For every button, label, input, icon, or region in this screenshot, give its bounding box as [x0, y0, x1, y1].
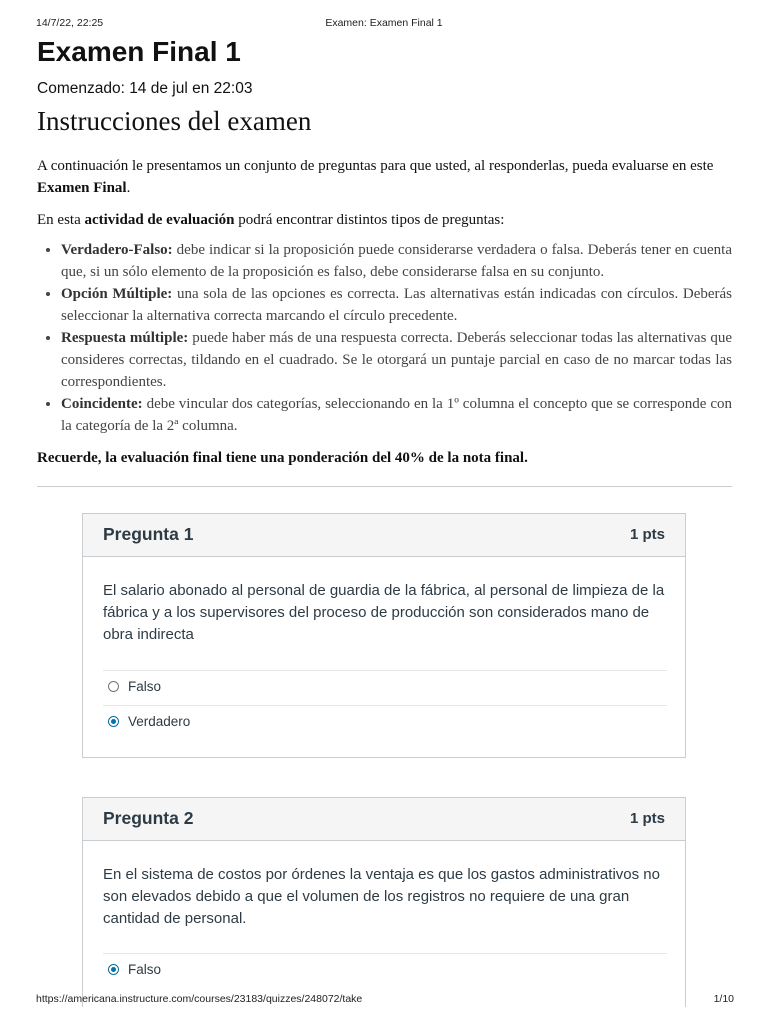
question-title: Pregunta 2: [103, 808, 194, 828]
list-item: • Verdadero-Falso: debe indicar si la proposición puede considerarse verdadera o falsa. Deberás tener en cuenta que, si un sólo elemento de la proposición es falso, debe considerarse falsa en su conjunto.: [61, 239, 732, 283]
question-header: [83, 798, 685, 841]
answer-option-falso[interactable]: [103, 953, 667, 988]
answer-label[interactable]: Falso: [128, 679, 162, 694]
question-title: Pregunta 1: [103, 524, 194, 544]
answer-list: [103, 953, 667, 988]
question-points: 1 pts: [629, 526, 665, 543]
answer-option-falso[interactable]: [103, 670, 667, 705]
print-page-number: 1/10: [713, 993, 734, 1005]
radio-button-selected[interactable]: [108, 964, 119, 975]
list-item: • Coincidente: debe vincular dos categorías, seleccionando en la 1º columna el concepto que se corresponde con la categoría de la 2ª columna.: [61, 393, 732, 437]
list-item: • Opción Múltiple: una sola de las opciones es correcta. Las alternativas están indicadas con círculos. Deberás seleccionar la alternativa correcta marcando el círculo precedente.: [61, 283, 732, 327]
print-datetime: 14/7/22, 22:25: [36, 17, 104, 29]
instructions-title: Instrucciones del examen: [37, 106, 312, 136]
answer-label[interactable]: Falso: [128, 962, 162, 977]
radio-button-selected[interactable]: [108, 716, 119, 727]
answer-option-verdadero[interactable]: [103, 705, 667, 740]
question-types-list: [37, 239, 732, 437]
question-text: El salario abonado al personal de guardia de la fábrica, al personal de limpieza de la fábrica y a los supervisores del proceso de producción son considerados mano de obra indirecta: [103, 582, 665, 643]
print-header: [0, 17, 768, 31]
print-doc-title: Examen: Examen Final 1: [325, 17, 443, 29]
question-2: [82, 797, 686, 1007]
instructions-body: [37, 155, 732, 469]
question-1: [82, 513, 686, 758]
question-header: [83, 514, 685, 557]
exam-title: Examen Final 1: [37, 36, 241, 67]
instructions-types: En esta actividad de evaluación podrá encontrar distintos tipos de preguntas:: [37, 212, 505, 228]
instructions-intro: A continuación le presentamos un conjunto de preguntas para que usted, al responderlas, pueda evaluarse en este Examen Final.: [37, 158, 714, 196]
print-url: https://americana.instructure.com/courses/23183/quizzes/248072/take: [36, 993, 363, 1005]
divider: [37, 486, 732, 487]
remember-note: Recuerde, la evaluación final tiene una ponderación del 40% de la nota final.: [37, 450, 528, 466]
answer-list: [103, 670, 667, 740]
list-item: • Respuesta múltiple: puede haber más de una respuesta correcta. Deberás seleccionar todas las alternativas que consideres correctas, tildando en el cuadrado. Se le otorgará un puntaje parcial en caso de no marcar todas las correspondientes.: [61, 327, 732, 393]
answer-label[interactable]: Verdadero: [128, 714, 191, 729]
radio-button[interactable]: [108, 681, 119, 692]
question-points: 1 pts: [629, 810, 665, 827]
question-text: En el sistema de costos por órdenes la ventaja es que los gastos administrativos no son elevados debido a que el volumen de los registros no requiere de una gran cantidad de personal.: [103, 866, 660, 927]
started-timestamp: Comenzado: 14 de jul en 22:03: [37, 80, 253, 97]
